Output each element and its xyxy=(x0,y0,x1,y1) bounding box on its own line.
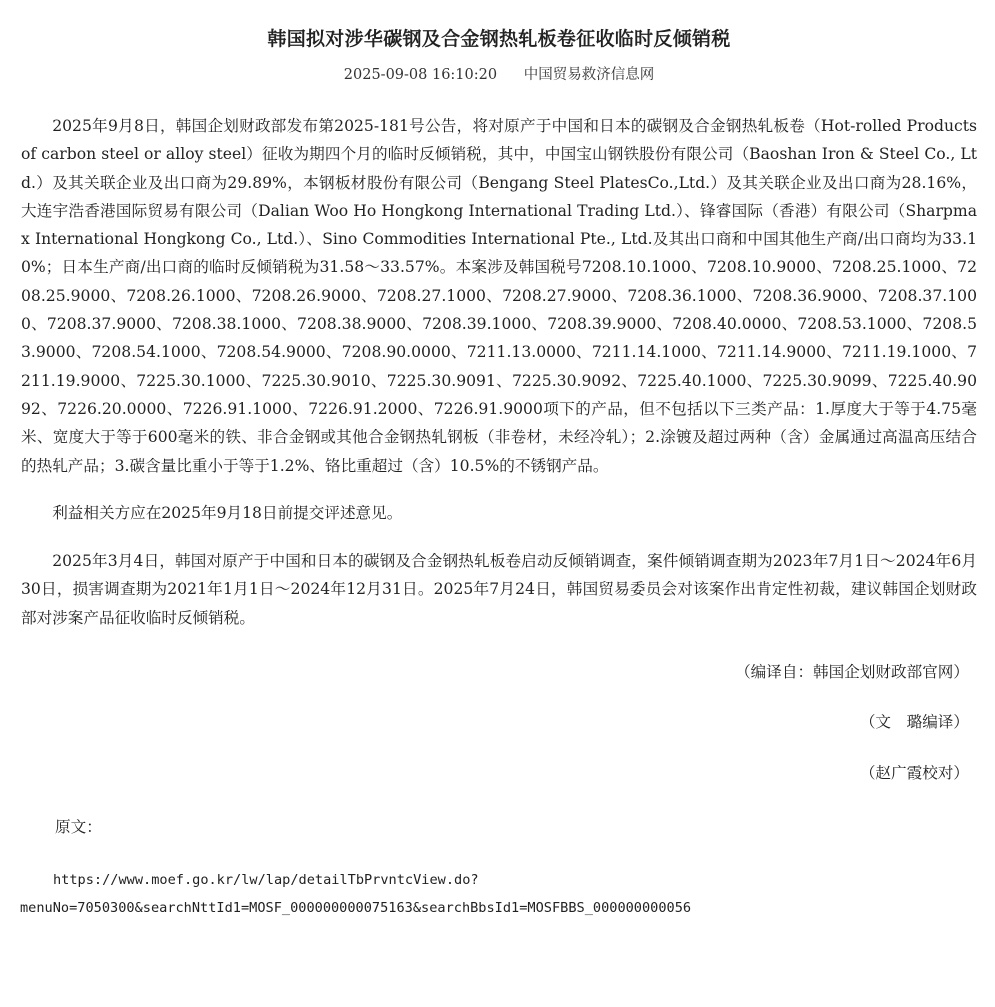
original-label: 原文： xyxy=(55,818,102,837)
original-url-line1: https://www.moef.go.kr/lw/lap/detailTbPrvntcView.do? xyxy=(53,872,479,889)
paragraph-comment-deadline: 利益相关方应在2025年9月18日前提交评述意见。 xyxy=(52,503,403,522)
credit-compiled-from: （编译自：韩国企划财政部官网） xyxy=(735,663,969,682)
paragraph-background: 2025年3月4日，韩国对原产于中国和日本的碳钢及合金钢热轧板卷启动反倾销调查，案件倾销调查期为2023年7月1日～2024年6月30日，损害调查期为2021年1月1日～2024年12月31日。2025年7月24日，韩国贸易委员会对该案作出肯定性初裁，建议韩国企划财政部对涉案产品征收临时反倾销税。 xyxy=(21,552,977,627)
source-name: 中国贸易救济信息网 xyxy=(523,67,655,83)
credit-translator: （文 璐编译） xyxy=(859,713,969,732)
credit-proofreader: （赵广霞校对） xyxy=(859,764,969,783)
publish-datetime: 2025-09-08 16:10:20 xyxy=(343,67,498,83)
paragraph-announcement: 2025年9月8日，韩国企划财政部发布第2025-181号公告，将对原产于中国和日本的碳钢及合金钢热轧板卷（Hot-rolled Products of carbon steel or alloy steel）征收为期四个月的临时反倾销税，其中，中国宝山钢铁股份有限公司（Baoshan Iron & Steel Co., Ltd.）及其关联企业及出口商为29.89%，本钢板材股份有限公司（Bengang Steel PlatesCo.,Ltd.）及其关联企业及出口商为28.16%，大连宇浩香港国际贸易有限公司（Dalian Woo Ho Hongkong International Trading Ltd.）、锋睿国际（香港）有限公司（Sharpmax International Hongkong Co., Ltd.）、Sino Commodities International Pte., Ltd.及其出口商和中国其他生产商/出口商均为33.10%；日本生产商/出口商的临时反倾销税为31.58～33.57%。本案涉及韩国税号7208.10.1000、7208.10.9000、7208.25.1000、7208.25.9000、7208.26.1000、7208.26.9000、7208.27.1000、7208.27.9000、7208.36.1000、7208.36.9000、7208.37.1000、7208.37.9000、7208.38.1000、7208.38.9000、7208.39.1000、7208.39.9000、7208.40.0000、7208.53.1000、7208.53.9000、7208.54.1000、7208.54.9000、7208.90.0000、7211.13.0000、7211.14.1000、7211.14.9000、7211.19.1000、7211.19.9000、7225.30.1000、7225.30.9010、7225.30.9091、7225.30.9092、7225.40.1000、7225.30.9099、7225.40.9092、7226.20.0000、7226.91.1000、7226.91.2000、7226.91.9000项下的产品，但不包括以下三类产品：1.厚度大于等于4.75毫米、宽度大于等于600毫米的铁、非合金钢或其他合金钢热轧钢板（非卷材，未经冷轧）；2.涂镀及超过两种（含）金属通过高温高压结合的热轧产品；3.碳含量比重小于等于1.2%、铬比重超过（含）10.5%的不锈钢产品。 xyxy=(21,117,977,475)
article xyxy=(21,0,977,922)
original-url-line2: menuNo=7050300&searchNttId1=MOSF_000000000075163&searchBbsId1=MOSFBBS_000000000056 xyxy=(20,900,692,917)
original-url xyxy=(21,866,813,922)
article-meta xyxy=(21,65,977,85)
article-title: 韩国拟对涉华碳钢及合金钢热轧板卷征收临时反倾销税 xyxy=(267,28,731,50)
